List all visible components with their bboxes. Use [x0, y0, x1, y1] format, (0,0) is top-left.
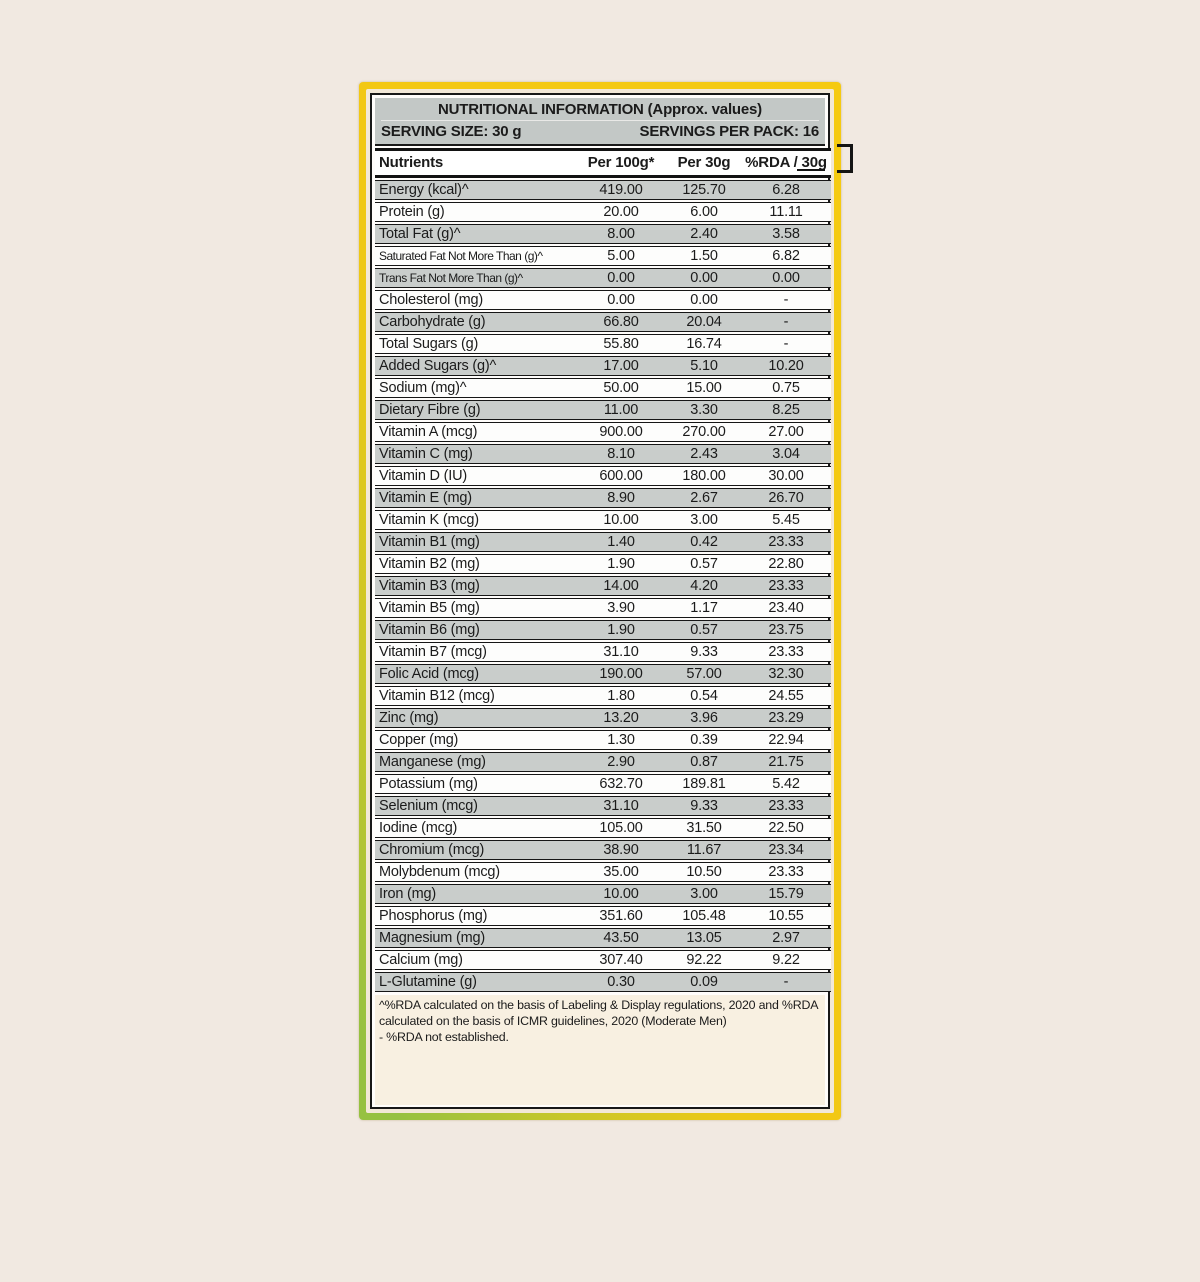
value-rda-per-30g: - [741, 334, 831, 354]
nutrient-name: Sodium (mg)^ [375, 378, 575, 398]
value-rda-per-30g: 22.94 [741, 730, 831, 750]
value-per-100g: 1.30 [575, 730, 667, 750]
value-per-30g: 57.00 [667, 664, 741, 684]
value-per-100g: 1.90 [575, 620, 667, 640]
value-per-30g: 0.00 [667, 290, 741, 310]
value-per-100g: 419.00 [575, 180, 667, 200]
nutrition-table-sheet [370, 93, 830, 1109]
nutrient-name: Protein (g) [375, 202, 575, 222]
value-per-30g: 0.39 [667, 730, 741, 750]
value-per-100g: 55.80 [575, 334, 667, 354]
value-per-100g: 8.00 [575, 224, 667, 244]
nutrient-row [375, 378, 831, 398]
value-rda-per-30g: 10.20 [741, 356, 831, 376]
value-per-100g: 50.00 [575, 378, 667, 398]
value-per-100g: 307.40 [575, 950, 667, 970]
value-rda-per-30g: 27.00 [741, 422, 831, 442]
value-per-30g: 0.00 [667, 268, 741, 288]
nutrient-name: Vitamin B2 (mg) [375, 554, 575, 574]
value-rda-per-30g: - [741, 290, 831, 310]
nutrient-name: Vitamin A (mcg) [375, 422, 575, 442]
value-per-100g: 31.10 [575, 796, 667, 816]
nutrient-row [375, 620, 831, 640]
value-per-30g: 105.48 [667, 906, 741, 926]
nutrient-row [375, 598, 831, 618]
value-rda-per-30g: 23.33 [741, 532, 831, 552]
value-per-100g: 11.00 [575, 400, 667, 420]
nutrient-name: Total Sugars (g) [375, 334, 575, 354]
nutrient-name: Vitamin K (mcg) [375, 510, 575, 530]
value-per-100g: 0.00 [575, 268, 667, 288]
value-per-100g: 0.30 [575, 972, 667, 992]
serving-info-row [381, 121, 819, 141]
nutrient-name: Vitamin B12 (mcg) [375, 686, 575, 706]
value-per-30g: 0.87 [667, 752, 741, 772]
value-per-100g: 5.00 [575, 246, 667, 266]
value-per-100g: 900.00 [575, 422, 667, 442]
column-header-nutrients: Nutrients [375, 148, 575, 178]
nutrient-name: Vitamin B5 (mg) [375, 598, 575, 618]
nutrient-name: Zinc (mg) [375, 708, 575, 728]
column-header-row [375, 148, 831, 178]
value-rda-per-30g: 5.45 [741, 510, 831, 530]
nutrient-row [375, 950, 831, 970]
value-rda-per-30g: 21.75 [741, 752, 831, 772]
nutrient-row [375, 554, 831, 574]
nutrient-row [375, 730, 831, 750]
nutrient-row [375, 774, 831, 794]
nutrient-name: Phosphorus (mg) [375, 906, 575, 926]
value-per-100g: 17.00 [575, 356, 667, 376]
value-per-100g: 66.80 [575, 312, 667, 332]
column-header-per-100g: Per 100g* [575, 148, 667, 178]
nutrient-row [375, 532, 831, 552]
value-rda-per-30g: 15.79 [741, 884, 831, 904]
value-per-100g: 10.00 [575, 884, 667, 904]
value-per-100g: 10.00 [575, 510, 667, 530]
label-inner-margin [366, 89, 834, 1113]
nutrient-name: Iron (mg) [375, 884, 575, 904]
nutrient-name: Chromium (mcg) [375, 840, 575, 860]
nutrient-name: Added Sugars (g)^ [375, 356, 575, 376]
nutrient-name: Energy (kcal)^ [375, 180, 575, 200]
nutrient-row [375, 884, 831, 904]
value-per-30g: 125.70 [667, 180, 741, 200]
nutrient-name: Vitamin E (mg) [375, 488, 575, 508]
nutrient-row [375, 466, 831, 486]
value-per-100g: 351.60 [575, 906, 667, 926]
nutrient-row [375, 510, 831, 530]
value-per-30g: 3.96 [667, 708, 741, 728]
value-per-30g: 31.50 [667, 818, 741, 838]
nutrient-row [375, 752, 831, 772]
nutrient-name: Potassium (mg) [375, 774, 575, 794]
nutrient-row [375, 444, 831, 464]
value-per-100g: 600.00 [575, 466, 667, 486]
nutrient-name: Carbohydrate (g) [375, 312, 575, 332]
value-per-30g: 189.81 [667, 774, 741, 794]
nutrient-name: Vitamin D (IU) [375, 466, 575, 486]
value-per-30g: 9.33 [667, 796, 741, 816]
value-per-100g: 14.00 [575, 576, 667, 596]
value-per-100g: 43.50 [575, 928, 667, 948]
value-per-30g: 2.40 [667, 224, 741, 244]
servings-per-pack-text: SERVINGS PER PACK: 16 [639, 123, 819, 140]
value-rda-per-30g: 3.58 [741, 224, 831, 244]
value-rda-per-30g: 6.82 [741, 246, 831, 266]
value-per-30g: 5.10 [667, 356, 741, 376]
value-per-100g: 0.00 [575, 290, 667, 310]
value-per-30g: 9.33 [667, 642, 741, 662]
value-rda-per-30g: 23.34 [741, 840, 831, 860]
nutrition-table [375, 146, 831, 994]
footnote-rda-basis: ^%RDA calculated on the basis of Labeling & Display regulations, 2020 and %RDA calculated on the basis of ICMR guidelines, 2020 (Moderate Men) [379, 998, 818, 1029]
value-rda-per-30g: 2.97 [741, 928, 831, 948]
value-per-30g: 270.00 [667, 422, 741, 442]
nutrient-row [375, 224, 831, 244]
nutrient-name: Manganese (mg) [375, 752, 575, 772]
value-rda-per-30g: 0.75 [741, 378, 831, 398]
value-per-30g: 3.30 [667, 400, 741, 420]
footnote-rda-not-established: - %RDA not established. [379, 1030, 509, 1045]
value-rda-per-30g: 32.30 [741, 664, 831, 684]
value-per-30g: 0.09 [667, 972, 741, 992]
nutrient-name: Molybdenum (mcg) [375, 862, 575, 882]
value-per-30g: 0.42 [667, 532, 741, 552]
value-rda-per-30g: - [741, 312, 831, 332]
nutrient-row [375, 356, 831, 376]
nutrient-row [375, 862, 831, 882]
nutrient-row [375, 818, 831, 838]
value-per-100g: 105.00 [575, 818, 667, 838]
value-per-30g: 6.00 [667, 202, 741, 222]
column-header-per-30g: Per 30g [667, 148, 741, 178]
rda-underline-mark [797, 169, 825, 171]
nutrient-row [375, 400, 831, 420]
value-per-100g: 632.70 [575, 774, 667, 794]
value-rda-per-30g: 23.40 [741, 598, 831, 618]
nutrient-name: Vitamin B7 (mcg) [375, 642, 575, 662]
value-per-30g: 1.50 [667, 246, 741, 266]
value-per-30g: 20.04 [667, 312, 741, 332]
nutrient-row [375, 422, 831, 442]
value-rda-per-30g: - [741, 972, 831, 992]
nutrient-name: Calcium (mg) [375, 950, 575, 970]
value-rda-per-30g: 23.29 [741, 708, 831, 728]
nutrient-row [375, 686, 831, 706]
nutrient-row [375, 488, 831, 508]
nutrient-row [375, 576, 831, 596]
nutrient-name: Iodine (mcg) [375, 818, 575, 838]
value-per-100g: 8.90 [575, 488, 667, 508]
nutrient-name: Folic Acid (mcg) [375, 664, 575, 684]
nutrient-row [375, 312, 831, 332]
value-rda-per-30g: 23.33 [741, 642, 831, 662]
nutrient-name: Saturated Fat Not More Than (g)^ [375, 246, 575, 266]
value-per-30g: 0.57 [667, 554, 741, 574]
nutrient-rows [375, 180, 831, 992]
value-per-100g: 2.90 [575, 752, 667, 772]
value-rda-per-30g: 9.22 [741, 950, 831, 970]
nutrient-row [375, 202, 831, 222]
value-rda-per-30g: 30.00 [741, 466, 831, 486]
label-title: NUTRITIONAL INFORMATION (Approx. values) [381, 100, 819, 121]
nutrient-name: Cholesterol (mg) [375, 290, 575, 310]
value-per-100g: 13.20 [575, 708, 667, 728]
nutrient-row [375, 642, 831, 662]
value-per-30g: 15.00 [667, 378, 741, 398]
value-per-30g: 3.00 [667, 510, 741, 530]
nutrient-name: Vitamin B6 (mg) [375, 620, 575, 640]
value-per-30g: 3.00 [667, 884, 741, 904]
nutrient-name: Copper (mg) [375, 730, 575, 750]
nutrient-name: Dietary Fibre (g) [375, 400, 575, 420]
value-rda-per-30g: 26.70 [741, 488, 831, 508]
value-per-100g: 1.80 [575, 686, 667, 706]
value-per-30g: 1.17 [667, 598, 741, 618]
value-rda-per-30g: 23.75 [741, 620, 831, 640]
value-per-100g: 31.10 [575, 642, 667, 662]
value-rda-per-30g: 22.80 [741, 554, 831, 574]
nutrient-name: Vitamin B3 (mg) [375, 576, 575, 596]
value-per-100g: 1.90 [575, 554, 667, 574]
value-per-30g: 4.20 [667, 576, 741, 596]
value-per-30g: 16.74 [667, 334, 741, 354]
footnote-block [375, 995, 825, 1105]
nutrient-row [375, 708, 831, 728]
value-per-100g: 190.00 [575, 664, 667, 684]
value-per-30g: 2.67 [667, 488, 741, 508]
nutrition-label-frame [359, 82, 841, 1120]
value-rda-per-30g: 10.55 [741, 906, 831, 926]
nutrient-name: Vitamin B1 (mg) [375, 532, 575, 552]
value-rda-per-30g: 23.33 [741, 862, 831, 882]
value-rda-per-30g: 8.25 [741, 400, 831, 420]
value-rda-per-30g: 22.50 [741, 818, 831, 838]
value-per-30g: 13.05 [667, 928, 741, 948]
value-per-100g: 38.90 [575, 840, 667, 860]
value-per-100g: 3.90 [575, 598, 667, 618]
value-rda-per-30g: 6.28 [741, 180, 831, 200]
value-per-30g: 0.54 [667, 686, 741, 706]
value-per-30g: 11.67 [667, 840, 741, 860]
serving-size-text: SERVING SIZE: 30 g [381, 123, 522, 140]
value-rda-per-30g: 0.00 [741, 268, 831, 288]
value-per-100g: 35.00 [575, 862, 667, 882]
value-rda-per-30g: 23.33 [741, 576, 831, 596]
value-rda-per-30g: 5.42 [741, 774, 831, 794]
nutrient-name: Selenium (mcg) [375, 796, 575, 816]
nutrient-name: Magnesium (mg) [375, 928, 575, 948]
value-per-100g: 20.00 [575, 202, 667, 222]
nutrient-row [375, 840, 831, 860]
value-per-30g: 10.50 [667, 862, 741, 882]
nutrient-row [375, 268, 831, 288]
value-per-30g: 0.57 [667, 620, 741, 640]
value-rda-per-30g: 24.55 [741, 686, 831, 706]
label-header-block [375, 98, 825, 146]
value-rda-per-30g: 3.04 [741, 444, 831, 464]
value-per-30g: 92.22 [667, 950, 741, 970]
value-rda-per-30g: 23.33 [741, 796, 831, 816]
nutrient-row [375, 664, 831, 684]
nutrient-row [375, 334, 831, 354]
nutrient-row [375, 180, 831, 200]
value-per-30g: 2.43 [667, 444, 741, 464]
nutrient-row [375, 246, 831, 266]
column-header-rda-per-30g: %RDA / 30g [741, 148, 831, 178]
nutrient-row [375, 972, 831, 992]
nutrient-row [375, 796, 831, 816]
nutrient-name: Total Fat (g)^ [375, 224, 575, 244]
value-per-100g: 1.40 [575, 532, 667, 552]
nutrient-row [375, 290, 831, 310]
nutrient-name: L-Glutamine (g) [375, 972, 575, 992]
nutrient-name: Vitamin C (mg) [375, 444, 575, 464]
value-rda-per-30g: 11.11 [741, 202, 831, 222]
nutrient-row [375, 906, 831, 926]
nutrient-name: Trans Fat Not More Than (g)^ [375, 268, 575, 288]
value-per-30g: 180.00 [667, 466, 741, 486]
nutrient-row [375, 928, 831, 948]
right-edge-bracket-mark [837, 144, 853, 173]
value-per-100g: 8.10 [575, 444, 667, 464]
